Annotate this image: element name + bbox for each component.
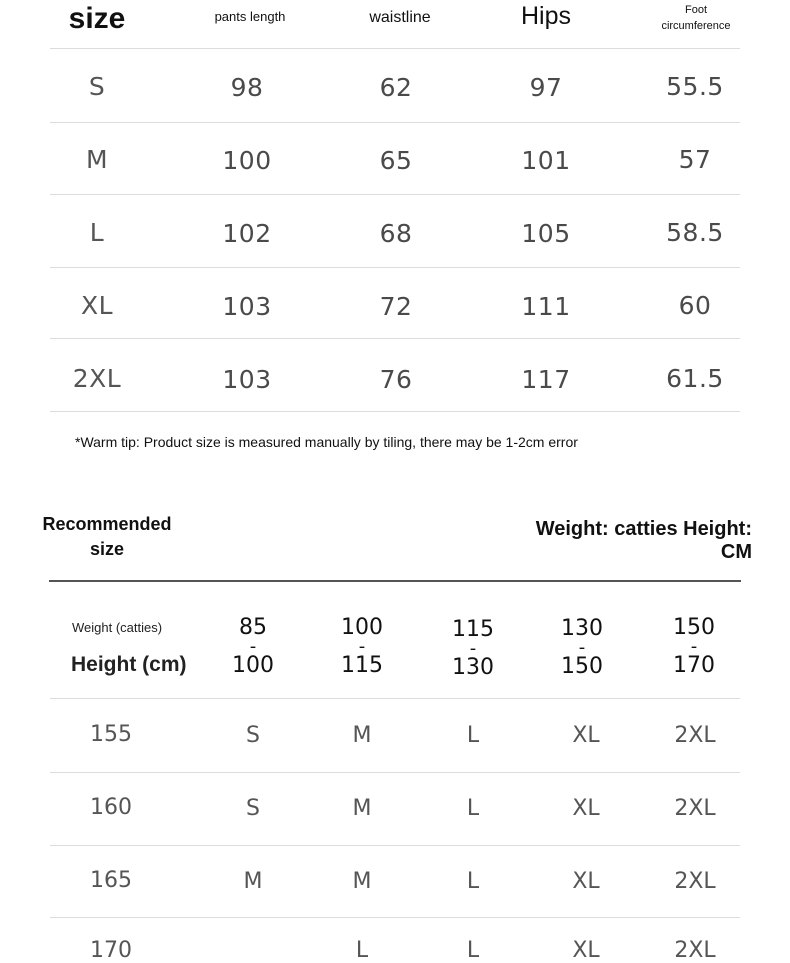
range-dash: - [249,636,257,657]
pants-length-cell: 103 [222,365,272,394]
size-cell: XL [572,938,600,963]
waistline-header: waistline [369,9,431,26]
size-cell: 2XL [674,869,716,894]
size-cell: M [243,869,263,894]
size-cell: XL [572,869,600,894]
size-cell: 2XL [674,796,716,821]
pants-length-cell: 98 [230,73,264,102]
size-column-header: size [68,2,126,35]
pants-length-cell: 100 [222,146,272,175]
foot-header-line2: circumference [661,20,731,32]
height-cell: 165 [90,868,132,893]
row-divider [50,194,740,195]
row-divider [50,267,740,268]
size-cell: XL [80,291,114,320]
range-low: 115 [452,617,494,642]
range-dash: - [690,636,698,657]
weight-axis-label: Weight (catties) [72,620,163,635]
size-cell: L [466,869,480,894]
foot-cell: 55.5 [666,72,724,101]
weight-range-header [527,616,637,679]
foot-header-line1: Foot [684,4,707,16]
pants-length-cell: 102 [222,219,272,248]
weight-range-header [418,617,528,680]
warm-tip-note: *Warm tip: Product size is measured manually by tiling, there may be 1-2cm error [75,434,578,450]
height-axis-label: Height (cm) [71,653,187,676]
height-cell: 160 [90,795,132,820]
hips-cell: 105 [521,219,571,248]
range-high: 150 [561,654,603,679]
range-high: 115 [341,653,383,678]
recommended-title-line2: size [89,539,125,559]
height-cell: 170 [90,938,132,963]
weight-range-header [307,615,417,678]
size-cell: S [246,723,260,748]
header-divider [50,48,740,49]
waistline-cell: 68 [379,219,413,248]
foot-cell: 61.5 [666,364,724,393]
range-high: 170 [673,653,715,678]
waistline-cell: 72 [379,292,413,321]
size-cell: S [88,72,106,101]
size-cell: L [466,938,480,963]
size-cell: M [352,869,372,894]
row-divider [50,917,740,918]
size-cell: L [466,796,480,821]
size-cell: 2XL [674,723,716,748]
size-cell: M [85,145,109,174]
foot-cell: 58.5 [666,218,724,247]
size-cell: M [352,723,372,748]
range-high: 100 [232,653,274,678]
foot-cell: 60 [678,291,712,320]
hips-cell: 97 [529,73,563,102]
row-divider [50,845,740,846]
hips-cell: 111 [521,292,571,321]
weight-range-header [198,615,308,678]
waistline-cell: 76 [379,365,413,394]
range-low: 130 [561,616,603,641]
waistline-cell: 65 [379,146,413,175]
size-cell: S [246,796,260,821]
size-cell: L [355,938,369,963]
size-cell: XL [572,723,600,748]
range-dash: - [469,638,477,659]
hips-cell: 117 [521,365,571,394]
size-cell: 2XL [72,364,122,393]
hips-header: Hips [520,2,571,30]
row-divider [50,698,740,699]
range-dash: - [578,637,586,658]
hips-cell: 101 [521,146,571,175]
range-low: 100 [341,615,383,640]
size-cell: L [466,723,480,748]
recommended-size-title [42,512,172,562]
waistline-cell: 62 [379,73,413,102]
pants-length-cell: 103 [222,292,272,321]
row-divider [50,772,740,773]
size-cell: M [352,796,372,821]
range-high: 130 [452,655,494,680]
foot-circumference-header [636,2,756,34]
units-note: Weight: catties Height: CM [535,518,752,563]
range-low: 150 [673,615,715,640]
row-divider [50,411,740,412]
pants-length-header: pants length [214,9,286,24]
row-divider [50,338,740,339]
row-divider [50,122,740,123]
height-cell: 155 [90,722,132,747]
foot-cell: 57 [678,145,712,174]
section-divider [49,580,741,582]
size-cell: L [89,218,105,247]
size-cell: XL [572,796,600,821]
size-cell: 2XL [674,938,716,963]
range-low: 85 [239,615,267,640]
range-dash: - [358,636,366,657]
weight-range-header [639,615,749,678]
recommended-title-line1: Recommended [42,514,172,534]
